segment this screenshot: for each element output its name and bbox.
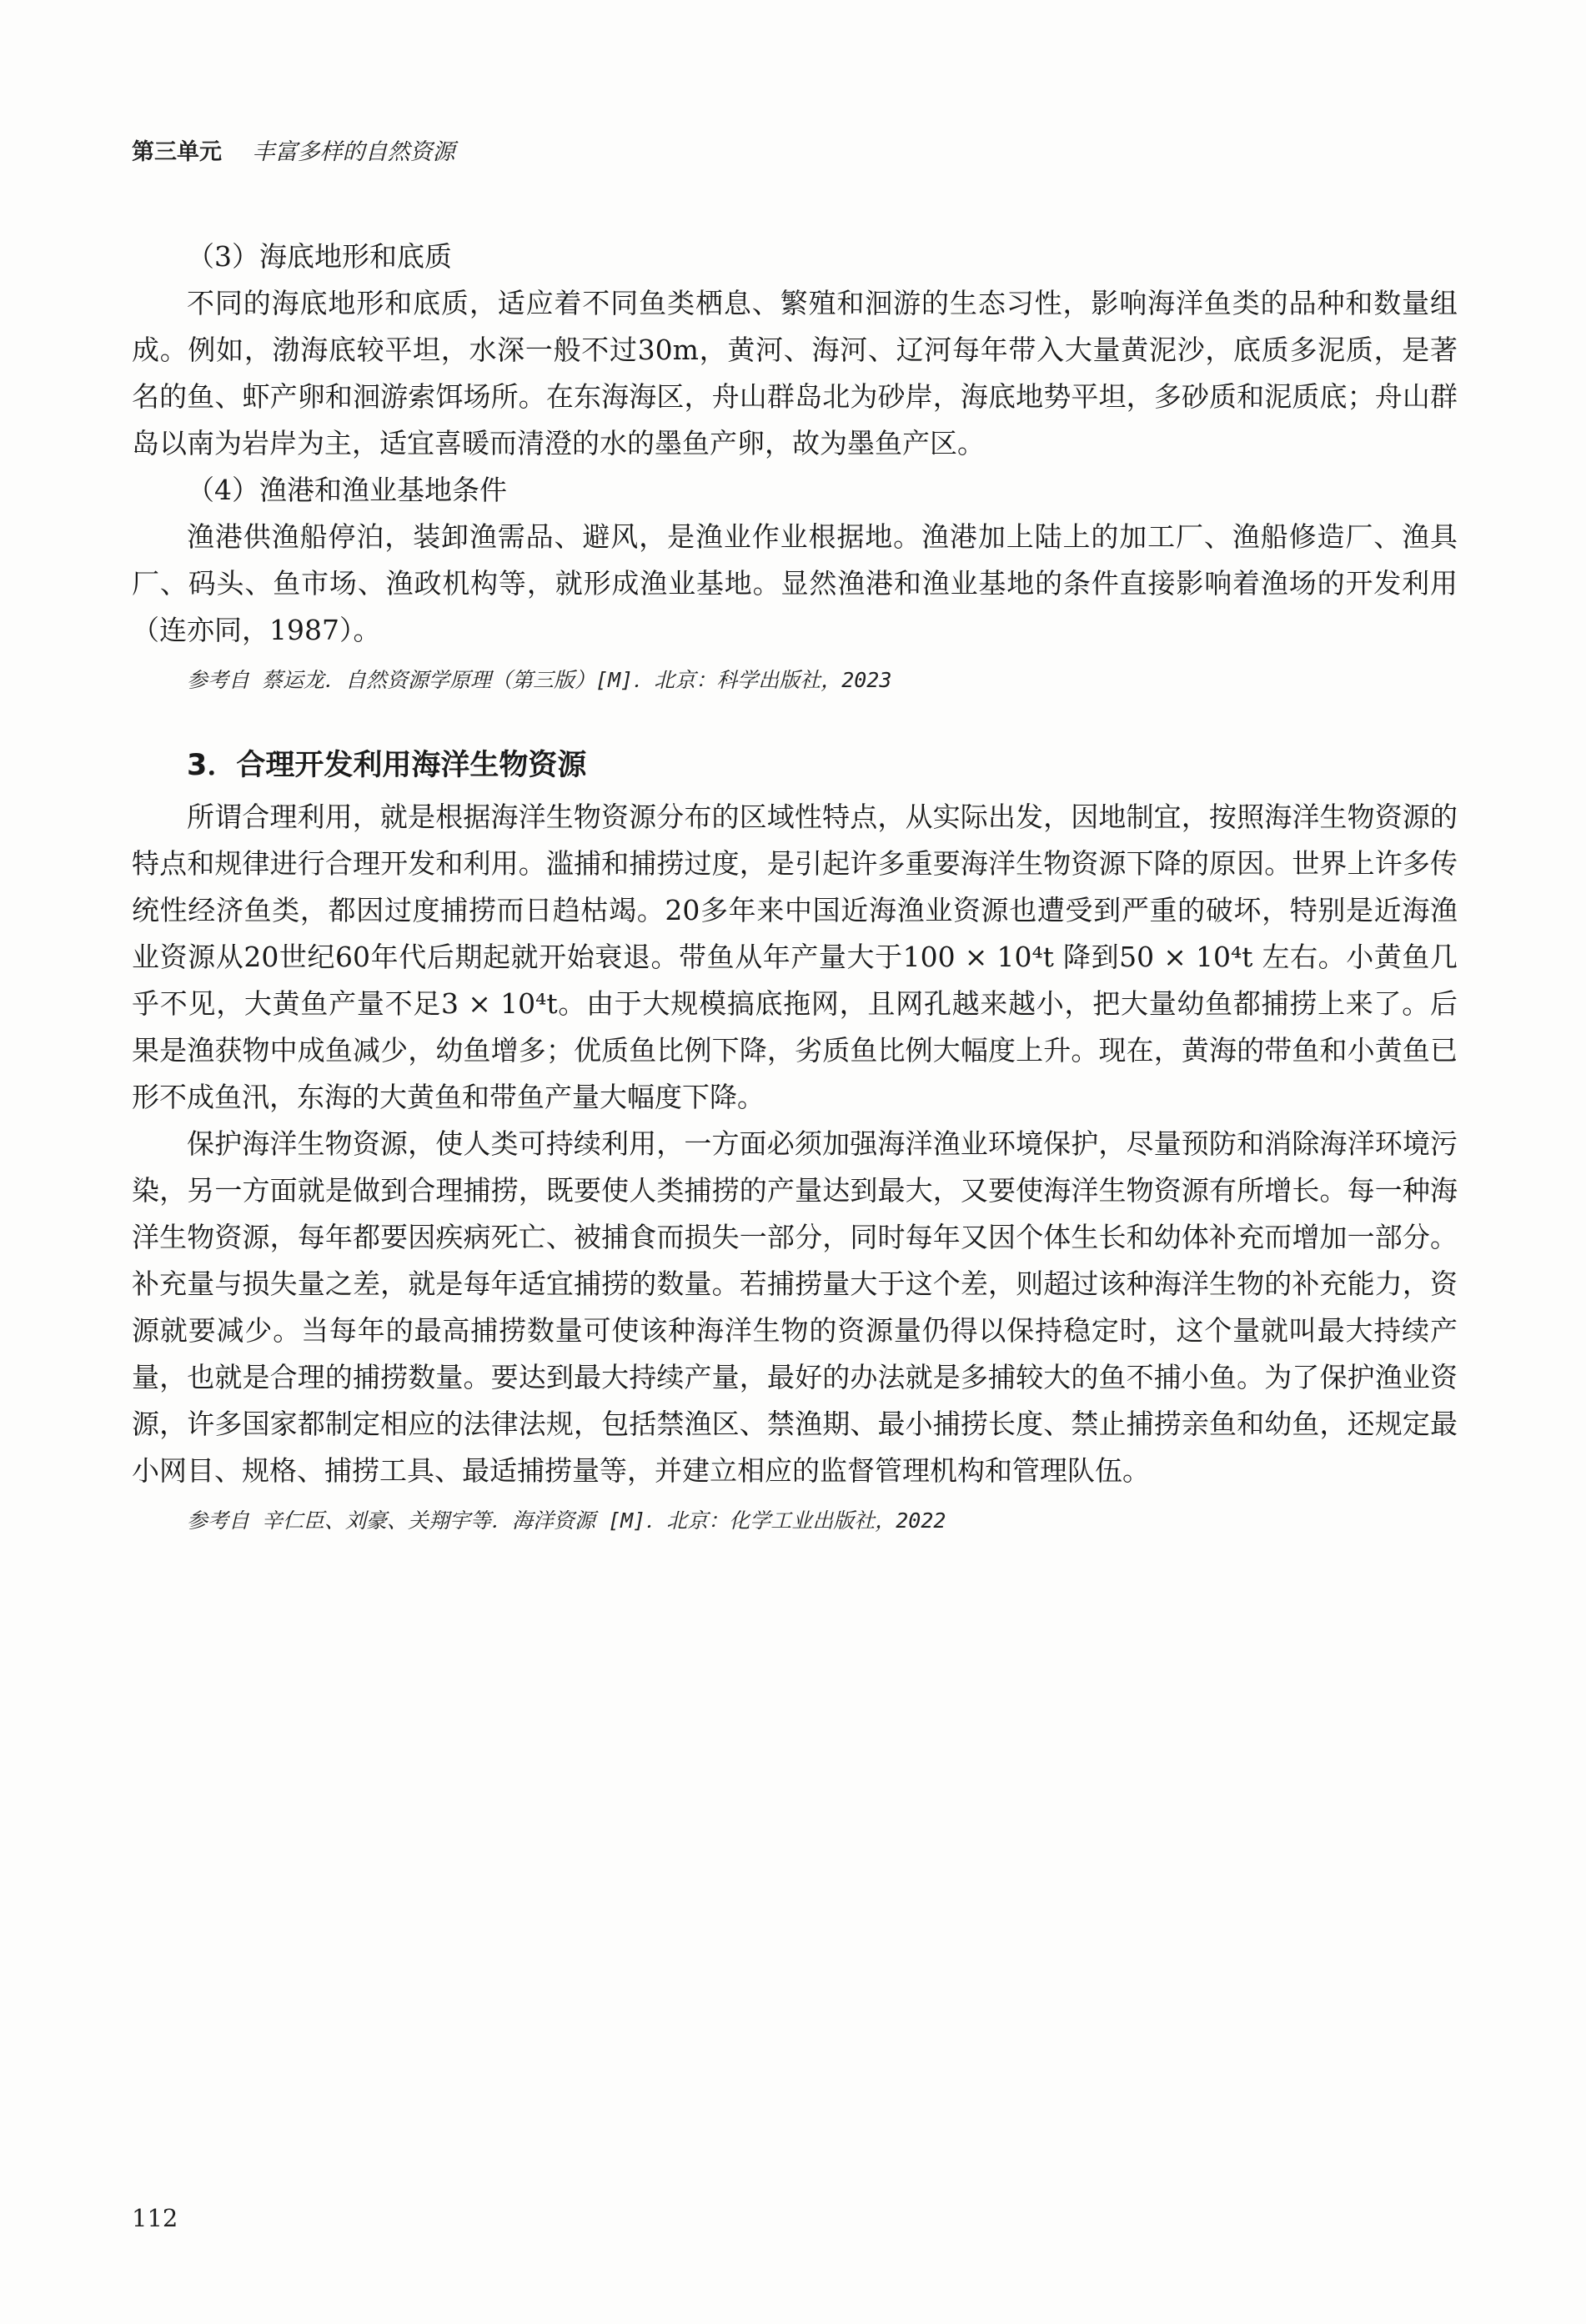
paragraph-seabed-topography: 不同的海底地形和底质，适应着不同鱼类栖息、繁殖和洄游的生态习性，影响海洋鱼类的品种和数量组成。例如，渤海底较平坦，水深一般不过30m，黄河、海河、辽河每年带入大量黄泥沙，底质多泥质，是著名的鱼、虾产卵和洄游索饵场所。在东海海区，舟山群岛北为砂岸，海底地势平坦，多砂质和泥质底；舟山群岛以南为岩岸为主，适宜喜暖而清澄的水的墨鱼产卵，故为墨鱼产区。	[132, 287, 1458, 459]
paragraph-protection: 保护海洋生物资源，使人类可持续利用，一方面必须加强海洋渔业环境保护，尽量预防和消除海洋环境污染，另一方面就是做到合理捕捞，既要使人类捕捞的产量达到最大，又要使海洋生物资源有所增长。每一种海洋生物资源，每年都要因疾病死亡、被捕食而损失一部分，同时每年又因个体生长和幼体补充而增加一部分。补充量与损失量之差，就是每年适宜捕捞的数量。若捕捞量大于这个差，则超过该种海洋生物的补充能力，资源就要减少。当每年的最高捕捞数量可使该种海洋生物的资源量仍得以保持稳定时，这个量就叫最大持续产量，也就是合理的捕捞数量。要达到最大持续产量，最好的办法就是多捕较大的鱼不捕小鱼。为了保护渔业资源，许多国家都制定相应的法律法规，包括禁渔区、禁渔期、最小捕捞长度、禁止捕捞亲鱼和幼鱼，还规定最小网目、规格、捕捞工具、最适捕捞量等，并建立相应的监督管理机构和管理队伍。	[132, 1127, 1458, 1487]
section-title-marine-resources: 3．合理开发利用海洋生物资源	[187, 749, 587, 782]
subhead-fishing-port: （4）渔港和渔业基地条件	[187, 474, 507, 506]
paragraph-rational-use: 所谓合理利用，就是根据海洋生物资源分布的区域性特点，从实际出发，因地制宜，按照海洋生物资源的特点和规律进行合理开发和利用。滥捕和捕捞过度，是引起许多重要海洋生物资源下降的原因。世界上许多传统性经济鱼类，都因过度捕捞而日趋枯竭。20多年来中国近海渔业资源也遭受到严重的破坏，特别是近海渔业资源从20世纪60年代后期起就开始衰退。带鱼从年产量大于100 × 10⁴t 降到50 × 10⁴t 左右。小黄鱼几乎不见，大黄鱼产量不足3 × 10⁴t。由于大规模搞底拖网，且网孔越来越小，把大量幼鱼都捕捞上来了。后果是渔获物中成鱼减少，幼鱼增多；优质鱼比例下降，劣质鱼比例大幅度上升。现在，黄海的带鱼和小黄鱼已形不成鱼汛，东海的大黄鱼和带鱼产量大幅度下降。	[132, 801, 1458, 1113]
unit-title: 丰富多样的自然资源	[252, 139, 455, 165]
citation-marine-resources: 参考自 辛仁臣、刘豪、关翔宇等．海洋资源 [M]．北京：化学工业出版社，2022	[187, 1508, 946, 1533]
running-header	[132, 133, 455, 166]
subhead-seabed-topography: （3）海底地形和底质	[187, 240, 452, 273]
page-body	[132, 233, 1458, 1539]
page-number: 112	[132, 2204, 178, 2232]
paragraph-fishing-port: 渔港供渔船停泊，装卸渔需品、避风，是渔业作业根据地。渔港加上陆上的加工厂、渔船修造厂、渔具厂、码头、鱼市场、渔政机构等，就形成渔业基地。显然渔港和渔业基地的条件直接影响着渔场的开发利用（连亦同，1987）。	[132, 520, 1458, 646]
unit-label: 第三单元	[132, 139, 222, 165]
citation-natural-resources: 参考自 蔡运龙．自然资源学原理（第三版）[M]．北京：科学出版社，2023	[187, 668, 892, 692]
